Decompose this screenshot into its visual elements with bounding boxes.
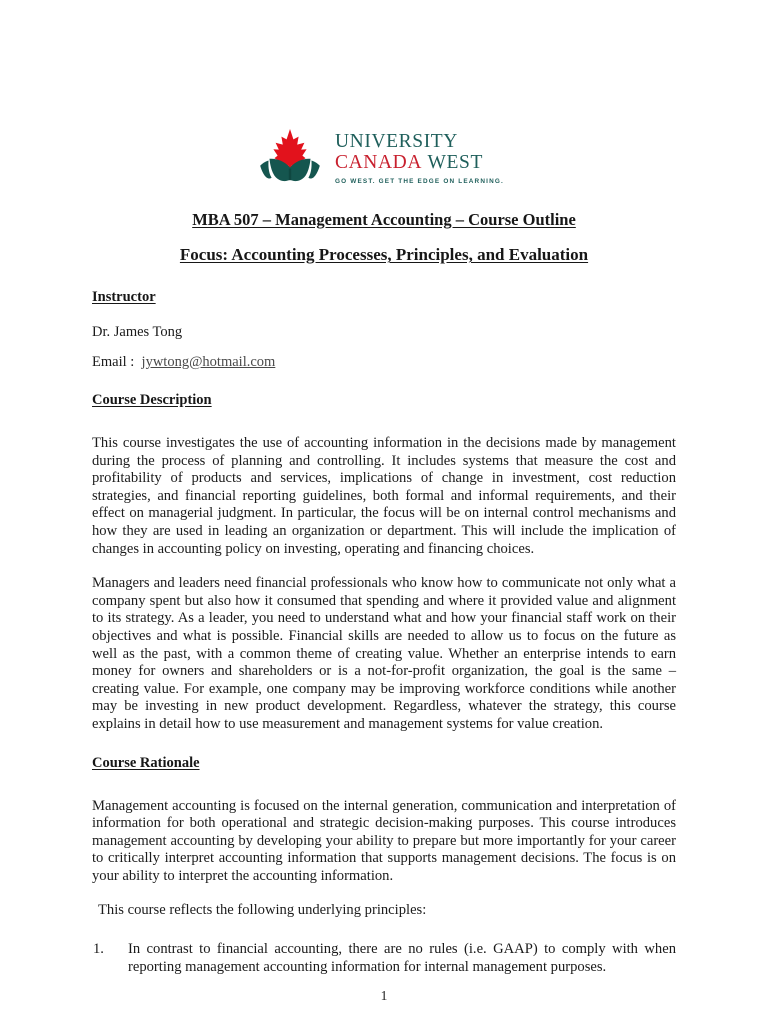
instructor-email-line: [92, 353, 676, 371]
email-label: Email :: [92, 354, 135, 370]
course-rationale-intro-line: This course reflects the following underlying principles:: [98, 902, 427, 919]
logo-line-university: [335, 131, 525, 152]
logo-text-university: UNIVERSITY: [335, 131, 458, 152]
logo-line-canada-west: [335, 152, 525, 173]
list-item-marker: 1.: [93, 941, 104, 958]
page-number: 1: [380, 988, 388, 1003]
page-subtitle: [92, 245, 676, 265]
course-description-paragraph-1: This course investigates the use of accounting information in the decisions made by management during the process of planning and controlling. It includes systems that measure the cost and profitability of products and services, implications of change in investment, cost reduction strategies, and financial reporting guidelines, both formal and informal requirements, and their effect on managerial judgment. In particular, the focus will be on internal control mechanisms and how they are used in leading an organization or department. This will include the implication of changes in accounting policy on investing, operating and financing choices.: [92, 435, 676, 557]
page-title-text: MBA 507 – Management Accounting – Course Outline: [192, 210, 576, 229]
section-heading-instructor: Instructor: [92, 289, 156, 305]
university-canada-west-logo-icon: [257, 127, 323, 189]
logo-tagline: GO WEST. GET THE EDGE ON LEARNING.: [335, 178, 505, 185]
section-heading-course-rationale: Course Rationale: [92, 754, 200, 771]
instructor-email-link[interactable]: jywtong@hotmail.com: [141, 354, 276, 370]
university-logo: [257, 127, 519, 191]
logo-text-canada: CANADA: [335, 152, 423, 173]
university-logo-wordmark: [335, 131, 525, 185]
course-rationale-paragraph-1: Management accounting is focused on the internal generation, communication and interpretation of information for both operational and strategic decision-making purposes. This course introduces management accounting by developing your ability to prepare but more importantly for your career to critically interpret accounting information that supports management decisions. The focus is on your ability to interpret the accounting information.: [92, 797, 676, 884]
instructor-name: Dr. James Tong: [92, 324, 183, 340]
page-subtitle-text: Focus: Accounting Processes, Principles, and Evaluation: [179, 245, 589, 264]
principles-list: [92, 941, 676, 976]
list-item-text: In contrast to financial accounting, there are no rules (i.e. GAAP) to comply with when reporting management accounting information for internal management purposes.: [128, 941, 676, 975]
course-description-paragraph-2: Managers and leaders need financial professionals who know how to communicate not only what a company spent but also how it consumed that spending and where it provided value and alignment to its strategy. As a leader, you need to understand what and how your financial staff work on their objectives and what is possible. Financial skills are needed to allow us to focus on the future as well as the past, with a common theme of creating value. Whether an enterprise intends to earn money for owners and shareholders or is a not-for-profit organization, the goal is the same – creating value. For example, one company may be improving workforce conditions while another may be investing in new product development. Regardless, whatever the strategy, this course explains in detail how to use measurement and management systems for value creation.: [92, 575, 676, 732]
logo-text-west: WEST: [427, 152, 483, 173]
page-title: [92, 210, 676, 231]
list-item: [92, 941, 676, 976]
document-content: [92, 210, 676, 976]
section-heading-course-description: Course Description: [92, 392, 212, 408]
